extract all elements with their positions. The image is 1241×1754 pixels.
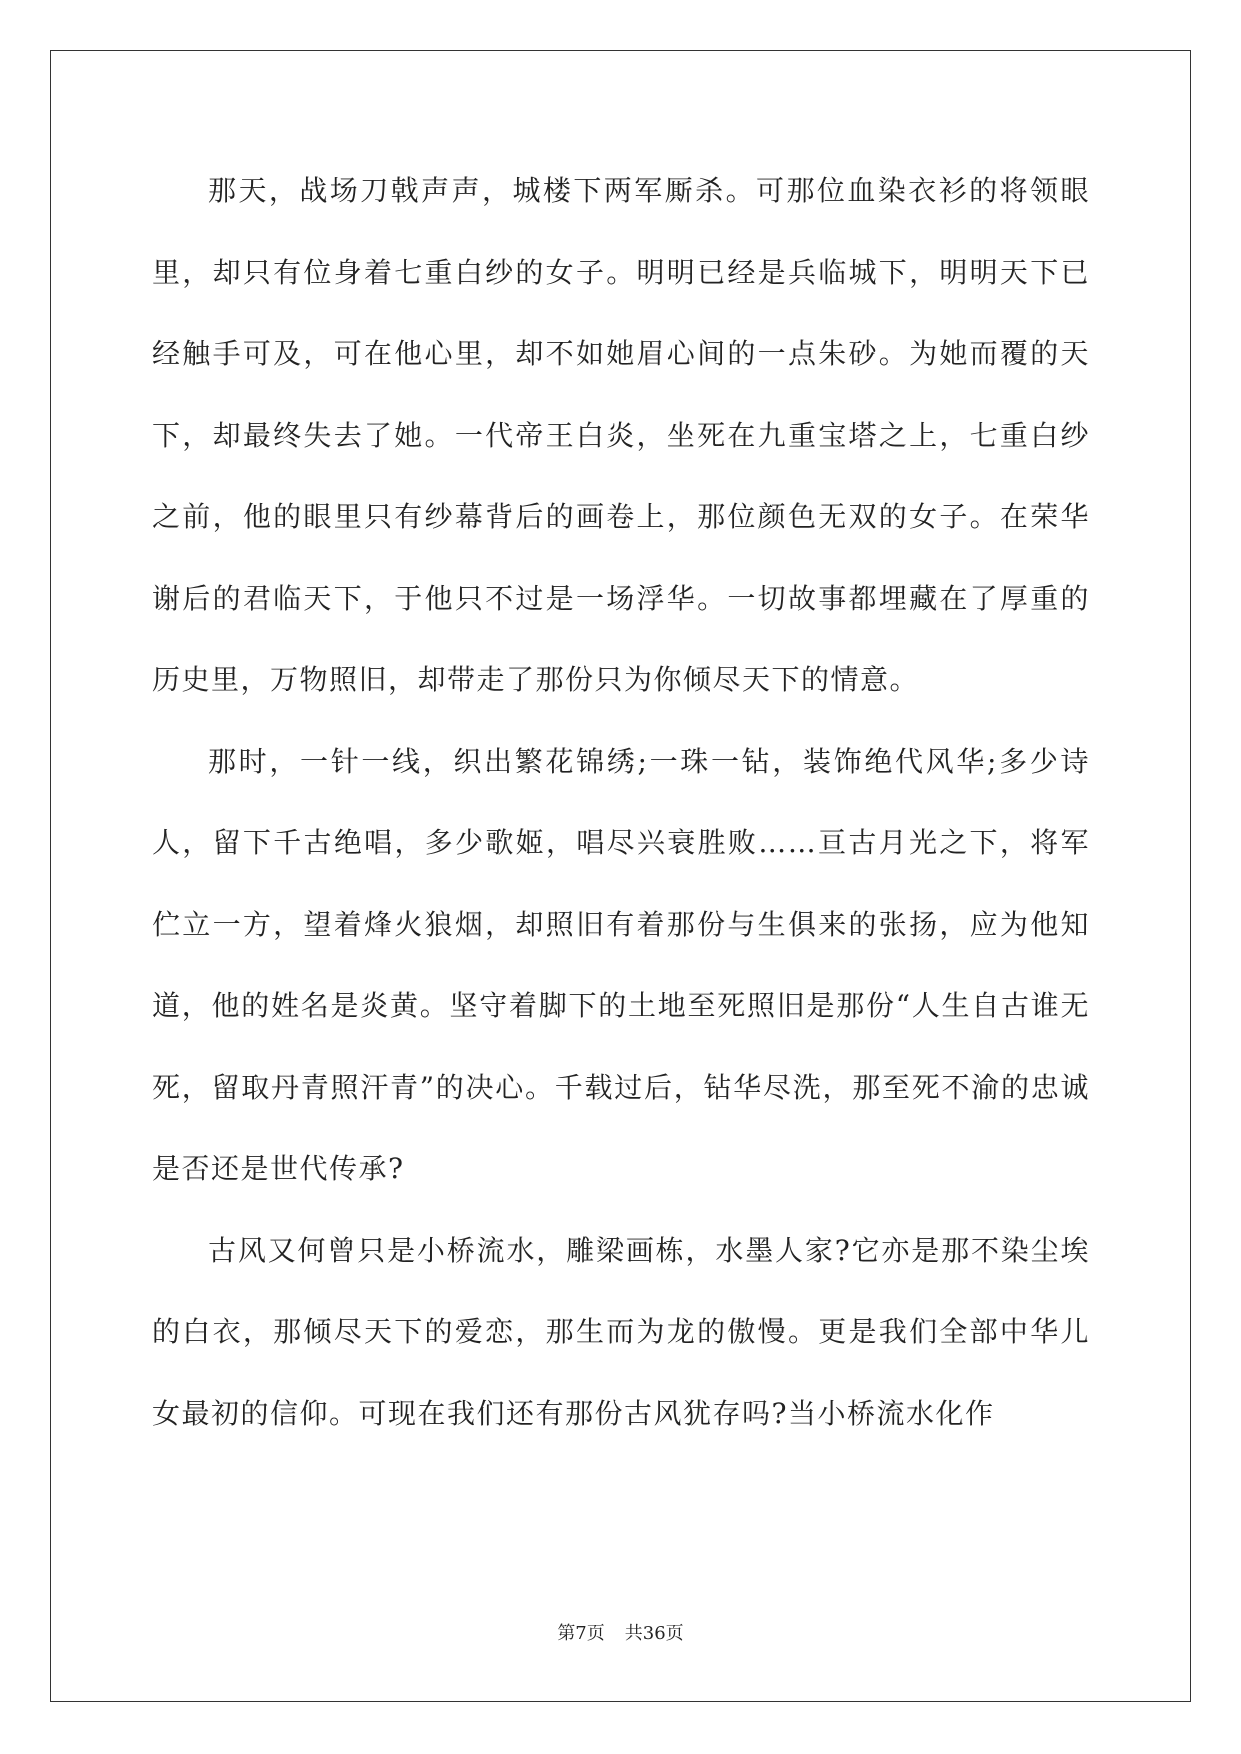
document-body	[152, 150, 1090, 1454]
page-footer	[0, 1622, 1241, 1646]
total-pages-label: 共36页	[624, 1623, 684, 1644]
current-page-label: 第7页	[557, 1623, 605, 1644]
paragraph-2: 那时，一针一线，织出繁花锦绣;一珠一钻，装饰绝代风华;多少诗人，留下千古绝唱，多少歌姬，唱尽兴衰胜败……亘古月光之下，将军伫立一方，望着烽火狼烟，却照旧有着那份与生俱来的张扬，应为他知道，他的姓名是炎黄。坚守着脚下的土地至死照旧是那份“人生自古谁无死，留取丹青照汗青”的决心。千载过后，钻华尽洗，那至死不渝的忠诚是否还是世代传承?	[152, 744, 1090, 1185]
paragraph-3: 古风又何曾只是小桥流水，雕梁画栋，水墨人家?它亦是那不染尘埃的白衣，那倾尽天下的爱恋，那生而为龙的傲慢。更是我们全部中华儿女最初的信仰。可现在我们还有那份古风犹存吗?当小桥流水化作	[152, 1233, 1090, 1430]
paragraph-1: 那天，战场刀戟声声，城楼下两军厮杀。可那位血染衣衫的将领眼里，却只有位身着七重白纱的女子。明明已经是兵临城下，明明天下已经触手可及，可在他心里，却不如她眉心间的一点朱砂。为她而覆的天下，却最终失去了她。一代帝王白炎，坐死在九重宝塔之上，七重白纱之前，他的眼里只有纱幕背后的画卷上，那位颜色无双的女子。在荣华谢后的君临天下，于他只不过是一场浮华。一切故事都埋藏在了厚重的历史里，万物照旧，却带走了那份只为你倾尽天下的情意。	[152, 174, 1090, 696]
